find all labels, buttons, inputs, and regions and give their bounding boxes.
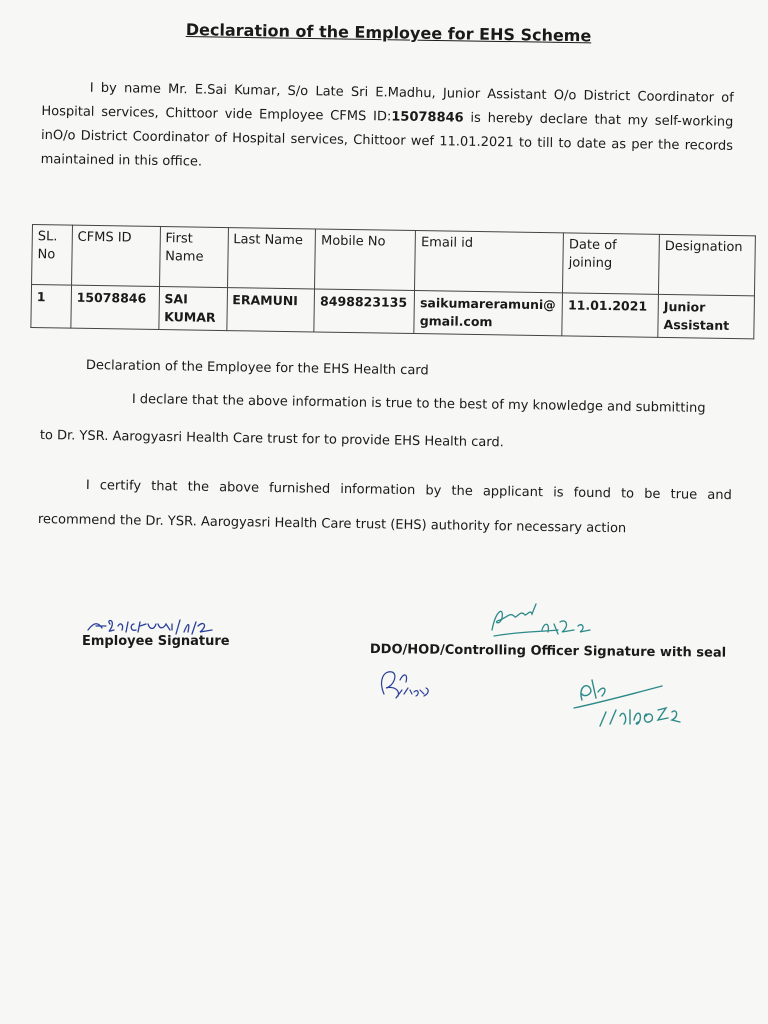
certify-line-1-text: I certify that the above furnished information by the applicant is found to be true and xyxy=(85,478,732,504)
header-email-id: Email id xyxy=(415,231,564,293)
document-title: Declaration of the Employee for EHS Scheme xyxy=(185,20,592,46)
cell-designation: Junior Assistant xyxy=(658,294,755,339)
header-first-name: First Name xyxy=(159,227,228,288)
header-cfms-id: CFMS ID xyxy=(71,225,160,286)
certify-line-2: recommend the Dr. YSR. Aarogyasri Health Care trust (EHS) authority for necessary action xyxy=(37,512,627,537)
declaration-cfms-id: 15078846 xyxy=(391,109,464,126)
initials-with-date-scrawl xyxy=(374,660,440,704)
green-signature-with-date xyxy=(572,664,712,736)
cell-sl-no: 1 xyxy=(31,285,71,329)
header-mobile-no: Mobile No xyxy=(315,229,416,291)
header-designation: Designation xyxy=(659,234,756,295)
header-sl-no: SL. No xyxy=(32,225,73,286)
officer-signature-label: DDO/HOD/Controlling Officer Signature with seal xyxy=(369,642,727,661)
cell-email: saikumareramuni@ gmail.com xyxy=(414,291,563,336)
header-last-name: Last Name xyxy=(227,228,316,289)
cell-mobile: 8498823135 xyxy=(314,289,415,334)
cell-first-name: SAI KUMAR xyxy=(159,287,228,331)
declare-line-2: to Dr. YSR. Aarogyasri Health Care trust for to provide EHS Health card. xyxy=(39,428,504,451)
certify-line-1 xyxy=(86,478,732,503)
table-header-row xyxy=(32,225,756,296)
declare-line-1: I declare that the above information is true to the best of my knowledge and submitting xyxy=(131,392,706,417)
officer-handwritten-signature xyxy=(486,600,606,644)
cell-cfms-id: 15078846 xyxy=(71,285,160,329)
health-card-heading: Declaration of the Employee for the EHS Health card xyxy=(85,358,429,379)
cell-last-name: ERAMUNI xyxy=(226,288,314,332)
declaration-prefix: I by name Mr. E.Sai Kumar, S/o Late Sri E.Madhu, Junior Assistant O/o District Coordinator of Hospital services, Chittoor vide Employee CFMS ID: xyxy=(41,80,734,125)
declaration-paragraph xyxy=(40,76,733,183)
cell-date-of-joining: 11.01.2021 xyxy=(562,293,659,338)
declaration-suffix: is hereby declare that my self-working inO/o District Coordinator of Hospital services, Chittoor wef 11.01.2021 to till to date as per the records maintained in this office. xyxy=(40,110,734,170)
employee-details-table xyxy=(30,224,756,339)
header-date-of-joining: Date of joining xyxy=(563,233,660,294)
employee-signature-label: Employee Signature xyxy=(82,634,230,649)
